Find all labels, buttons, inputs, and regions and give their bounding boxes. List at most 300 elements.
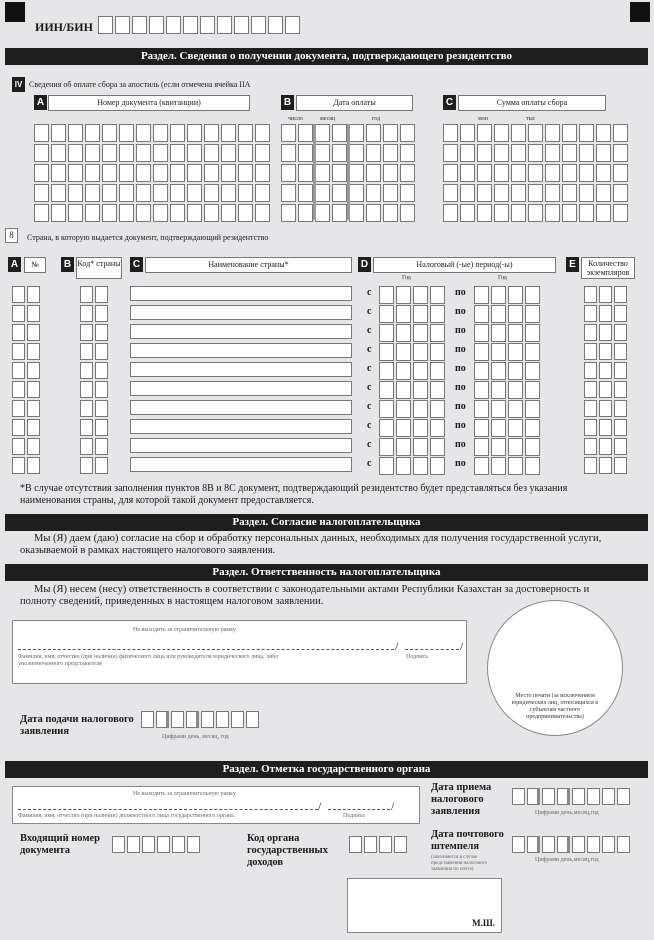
input-cell[interactable] [12,381,25,398]
input-cell[interactable] [596,124,611,142]
row-number-cells[interactable] [12,286,42,303]
input-cell[interactable] [187,124,202,142]
period-to-year-cells[interactable] [474,457,542,475]
input-cell[interactable] [579,204,594,222]
input-cell[interactable] [460,204,475,222]
input-cell[interactable] [315,204,330,222]
row-number-cells[interactable] [12,343,42,360]
input-cell[interactable] [617,836,630,853]
country-name-field[interactable] [130,305,352,320]
input-cell[interactable] [614,400,627,417]
input-cell[interactable] [596,144,611,162]
input-cell[interactable] [584,381,597,398]
input-cell[interactable] [396,305,411,323]
input-cell[interactable] [379,343,394,361]
input-cell[interactable] [27,324,40,341]
input-cell[interactable] [396,343,411,361]
input-cell[interactable] [400,184,415,202]
input-cell[interactable] [491,343,506,361]
input-cell[interactable] [281,144,296,162]
input-cell[interactable] [542,788,555,805]
input-cell[interactable] [349,144,364,162]
input-cell[interactable] [584,400,597,417]
input-cell[interactable] [166,16,181,34]
input-cell[interactable] [349,204,364,222]
receipt-number-row[interactable] [34,124,272,142]
input-cell[interactable] [268,16,283,34]
input-cell[interactable] [474,419,489,437]
input-cell[interactable] [80,381,93,398]
input-cell[interactable] [613,144,628,162]
input-cell[interactable] [204,144,219,162]
input-cell[interactable] [217,16,232,34]
input-cell[interactable] [170,124,185,142]
input-cell[interactable] [525,400,540,418]
country-name-field[interactable] [130,419,352,434]
input-cell[interactable] [584,305,597,322]
input-cell[interactable] [430,324,445,342]
row-number-cells[interactable] [12,457,42,474]
input-cell[interactable] [281,184,296,202]
country-name-field[interactable] [130,400,352,415]
country-code-cells[interactable] [80,419,110,436]
input-cell[interactable] [332,124,347,142]
input-cell[interactable] [379,457,394,475]
country-code-cells[interactable] [80,457,110,474]
input-cell[interactable] [599,305,612,322]
input-cell[interactable] [460,144,475,162]
input-cell[interactable] [599,324,612,341]
input-cell[interactable] [102,204,117,222]
input-cell[interactable] [396,419,411,437]
input-cell[interactable] [613,204,628,222]
payment-amount-row[interactable] [443,124,630,142]
input-cell[interactable] [27,305,40,322]
input-cell[interactable] [34,144,49,162]
input-cell[interactable] [183,16,198,34]
period-to-year-cells[interactable] [474,324,542,342]
input-cell[interactable] [525,438,540,456]
input-cell[interactable] [394,836,407,853]
input-cell[interactable] [584,438,597,455]
input-cell[interactable] [525,419,540,437]
input-cell[interactable] [614,324,627,341]
input-cell[interactable] [525,305,540,323]
input-cell[interactable] [281,204,296,222]
input-cell[interactable] [12,305,25,322]
input-cell[interactable] [255,144,270,162]
input-cell[interactable] [186,711,199,728]
country-name-field[interactable] [130,324,352,339]
input-cell[interactable] [95,438,108,455]
input-cell[interactable] [400,164,415,182]
input-cell[interactable] [127,836,140,853]
input-cell[interactable] [255,184,270,202]
input-cell[interactable] [527,788,540,805]
input-cell[interactable] [562,164,577,182]
period-to-year-cells[interactable] [474,419,542,437]
input-cell[interactable] [396,381,411,399]
input-cell[interactable] [396,457,411,475]
input-cell[interactable] [379,400,394,418]
input-cell[interactable] [85,124,100,142]
input-cell[interactable] [396,286,411,304]
input-cell[interactable] [95,305,108,322]
input-cell[interactable] [221,184,236,202]
input-cell[interactable] [366,204,381,222]
input-cell[interactable] [602,788,615,805]
authority-code-cells[interactable] [349,836,409,853]
input-cell[interactable] [136,124,151,142]
input-cell[interactable] [170,184,185,202]
country-code-cells[interactable] [80,381,110,398]
input-cell[interactable] [95,381,108,398]
input-cell[interactable] [525,362,540,380]
input-cell[interactable] [400,144,415,162]
input-cell[interactable] [68,144,83,162]
receipt-number-row[interactable] [34,164,272,182]
input-cell[interactable] [528,144,543,162]
input-cell[interactable] [285,16,300,34]
input-cell[interactable] [584,419,597,436]
input-cell[interactable] [474,438,489,456]
copies-cells[interactable] [584,286,629,303]
input-cell[interactable] [477,204,492,222]
row-number-cells[interactable] [12,381,42,398]
input-cell[interactable] [617,788,630,805]
input-cell[interactable] [366,184,381,202]
input-cell[interactable] [579,144,594,162]
period-to-year-cells[interactable] [474,381,542,399]
input-cell[interactable] [298,124,313,142]
input-cell[interactable] [613,184,628,202]
input-cell[interactable] [430,381,445,399]
input-cell[interactable] [587,788,600,805]
input-cell[interactable] [396,438,411,456]
input-cell[interactable] [102,124,117,142]
input-cell[interactable] [491,400,506,418]
input-cell[interactable] [238,164,253,182]
input-cell[interactable] [596,164,611,182]
period-from-year-cells[interactable] [379,286,447,304]
period-to-year-cells[interactable] [474,400,542,418]
period-from-year-cells[interactable] [379,381,447,399]
input-cell[interactable] [27,419,40,436]
input-cell[interactable] [95,286,108,303]
input-cell[interactable] [349,124,364,142]
input-cell[interactable] [136,184,151,202]
input-cell[interactable] [400,124,415,142]
input-cell[interactable] [102,144,117,162]
input-cell[interactable] [528,204,543,222]
input-cell[interactable] [542,836,555,853]
input-cell[interactable] [332,204,347,222]
input-cell[interactable] [115,16,130,34]
country-code-cells[interactable] [80,362,110,379]
input-cell[interactable] [149,16,164,34]
input-cell[interactable] [383,204,398,222]
input-cell[interactable] [614,343,627,360]
input-cell[interactable] [511,124,526,142]
input-cell[interactable] [298,204,313,222]
input-cell[interactable] [315,124,330,142]
input-cell[interactable] [379,305,394,323]
input-cell[interactable] [460,184,475,202]
input-cell[interactable] [413,286,428,304]
input-cell[interactable] [221,124,236,142]
input-cell[interactable] [400,204,415,222]
input-cell[interactable] [171,711,184,728]
officer-signature-frame[interactable] [12,786,420,824]
input-cell[interactable] [491,324,506,342]
input-cell[interactable] [238,144,253,162]
input-cell[interactable] [430,305,445,323]
input-cell[interactable] [584,324,597,341]
taxpayer-signature-frame[interactable] [12,620,467,684]
input-cell[interactable] [231,711,244,728]
input-cell[interactable] [396,400,411,418]
input-cell[interactable] [525,286,540,304]
input-cell[interactable] [443,204,458,222]
input-cell[interactable] [584,343,597,360]
input-cell[interactable] [12,400,25,417]
receipt-number-row[interactable] [34,144,272,162]
input-cell[interactable] [383,184,398,202]
input-cell[interactable] [545,204,560,222]
input-cell[interactable] [349,164,364,182]
input-cell[interactable] [12,324,25,341]
input-cell[interactable] [491,286,506,304]
input-cell[interactable] [80,305,93,322]
payment-amount-row[interactable] [443,204,630,222]
input-cell[interactable] [587,836,600,853]
country-code-cells[interactable] [80,286,110,303]
receipt-number-row[interactable] [34,184,272,202]
input-cell[interactable] [477,184,492,202]
input-cell[interactable] [474,305,489,323]
input-cell[interactable] [315,184,330,202]
input-cell[interactable] [494,124,509,142]
input-cell[interactable] [85,184,100,202]
input-cell[interactable] [379,362,394,380]
input-cell[interactable] [596,204,611,222]
input-cell[interactable] [119,204,134,222]
input-cell[interactable] [27,438,40,455]
input-cell[interactable] [579,164,594,182]
input-cell[interactable] [221,164,236,182]
input-cell[interactable] [477,144,492,162]
input-cell[interactable] [187,144,202,162]
input-cell[interactable] [379,419,394,437]
input-cell[interactable] [298,144,313,162]
country-code-cells[interactable] [80,400,110,417]
input-cell[interactable] [364,836,377,853]
period-from-year-cells[interactable] [379,362,447,380]
input-cell[interactable] [172,836,185,853]
input-cell[interactable] [474,457,489,475]
period-from-year-cells[interactable] [379,419,447,437]
input-cell[interactable] [413,419,428,437]
input-cell[interactable] [508,457,523,475]
row-number-cells[interactable] [12,419,42,436]
input-cell[interactable] [85,204,100,222]
copies-cells[interactable] [584,419,629,436]
input-cell[interactable] [379,381,394,399]
copies-cells[interactable] [584,343,629,360]
country-name-field[interactable] [130,457,352,472]
input-cell[interactable] [68,204,83,222]
input-cell[interactable] [238,184,253,202]
input-cell[interactable] [187,164,202,182]
input-cell[interactable] [508,400,523,418]
row-number-cells[interactable] [12,400,42,417]
input-cell[interactable] [599,419,612,436]
input-cell[interactable] [34,184,49,202]
input-cell[interactable] [51,124,66,142]
input-cell[interactable] [613,124,628,142]
row-number-cells[interactable] [12,324,42,341]
input-cell[interactable] [430,419,445,437]
input-cell[interactable] [562,204,577,222]
country-name-field[interactable] [130,438,352,453]
input-cell[interactable] [379,836,392,853]
input-cell[interactable] [383,144,398,162]
input-cell[interactable] [614,419,627,436]
input-cell[interactable] [430,343,445,361]
input-cell[interactable] [430,362,445,380]
incoming-number-cells[interactable] [112,836,202,853]
input-cell[interactable] [383,124,398,142]
input-cell[interactable] [315,164,330,182]
input-cell[interactable] [51,144,66,162]
input-cell[interactable] [141,711,154,728]
input-cell[interactable] [599,381,612,398]
input-cell[interactable] [413,305,428,323]
input-cell[interactable] [379,324,394,342]
input-cell[interactable] [221,144,236,162]
input-cell[interactable] [153,184,168,202]
input-cell[interactable] [27,400,40,417]
input-cell[interactable] [614,286,627,303]
row-number-cells[interactable] [12,438,42,455]
input-cell[interactable] [491,438,506,456]
input-cell[interactable] [545,184,560,202]
receipt-number-row[interactable] [34,204,272,222]
input-cell[interactable] [12,286,25,303]
input-cell[interactable] [281,124,296,142]
input-cell[interactable] [80,438,93,455]
input-cell[interactable] [545,124,560,142]
input-cell[interactable] [430,457,445,475]
input-cell[interactable] [443,144,458,162]
input-cell[interactable] [204,164,219,182]
country-name-field[interactable] [130,343,352,358]
input-cell[interactable] [80,343,93,360]
input-cell[interactable] [27,343,40,360]
input-cell[interactable] [136,204,151,222]
input-cell[interactable] [187,836,200,853]
input-cell[interactable] [525,324,540,342]
input-cell[interactable] [281,164,296,182]
input-cell[interactable] [255,164,270,182]
input-cell[interactable] [508,419,523,437]
input-cell[interactable] [511,204,526,222]
input-cell[interactable] [396,324,411,342]
period-to-year-cells[interactable] [474,438,542,456]
input-cell[interactable] [477,164,492,182]
input-cell[interactable] [430,438,445,456]
row-number-cells[interactable] [12,305,42,322]
input-cell[interactable] [508,438,523,456]
period-to-year-cells[interactable] [474,305,542,323]
input-cell[interactable] [525,381,540,399]
input-cell[interactable] [430,400,445,418]
input-cell[interactable] [238,124,253,142]
input-cell[interactable] [201,711,214,728]
input-cell[interactable] [508,343,523,361]
input-cell[interactable] [572,788,585,805]
period-from-year-cells[interactable] [379,438,447,456]
input-cell[interactable] [80,324,93,341]
iin-cells[interactable] [98,16,302,34]
input-cell[interactable] [255,124,270,142]
input-cell[interactable] [102,184,117,202]
input-cell[interactable] [599,286,612,303]
input-cell[interactable] [474,381,489,399]
input-cell[interactable] [614,362,627,379]
input-cell[interactable] [443,124,458,142]
input-cell[interactable] [204,124,219,142]
input-cell[interactable] [298,164,313,182]
input-cell[interactable] [238,204,253,222]
input-cell[interactable] [80,457,93,474]
input-cell[interactable] [255,204,270,222]
input-cell[interactable] [545,144,560,162]
input-cell[interactable] [34,204,49,222]
input-cell[interactable] [477,124,492,142]
input-cell[interactable] [474,286,489,304]
input-cell[interactable] [599,438,612,455]
input-cell[interactable] [153,164,168,182]
input-cell[interactable] [491,457,506,475]
input-cell[interactable] [413,400,428,418]
input-cell[interactable] [413,343,428,361]
input-cell[interactable] [349,184,364,202]
input-cell[interactable] [366,144,381,162]
input-cell[interactable] [34,124,49,142]
period-to-year-cells[interactable] [474,286,542,304]
input-cell[interactable] [562,184,577,202]
input-cell[interactable] [80,400,93,417]
input-cell[interactable] [27,286,40,303]
copies-cells[interactable] [584,305,629,322]
input-cell[interactable] [51,204,66,222]
input-cell[interactable] [557,788,570,805]
period-from-year-cells[interactable] [379,324,447,342]
input-cell[interactable] [512,836,525,853]
input-cell[interactable] [27,457,40,474]
input-cell[interactable] [332,164,347,182]
input-cell[interactable] [508,286,523,304]
input-cell[interactable] [68,124,83,142]
payment-amount-row[interactable] [443,144,630,162]
input-cell[interactable] [511,144,526,162]
input-cell[interactable] [584,286,597,303]
input-cell[interactable] [112,836,125,853]
input-cell[interactable] [584,362,597,379]
input-cell[interactable] [494,204,509,222]
input-cell[interactable] [349,836,362,853]
